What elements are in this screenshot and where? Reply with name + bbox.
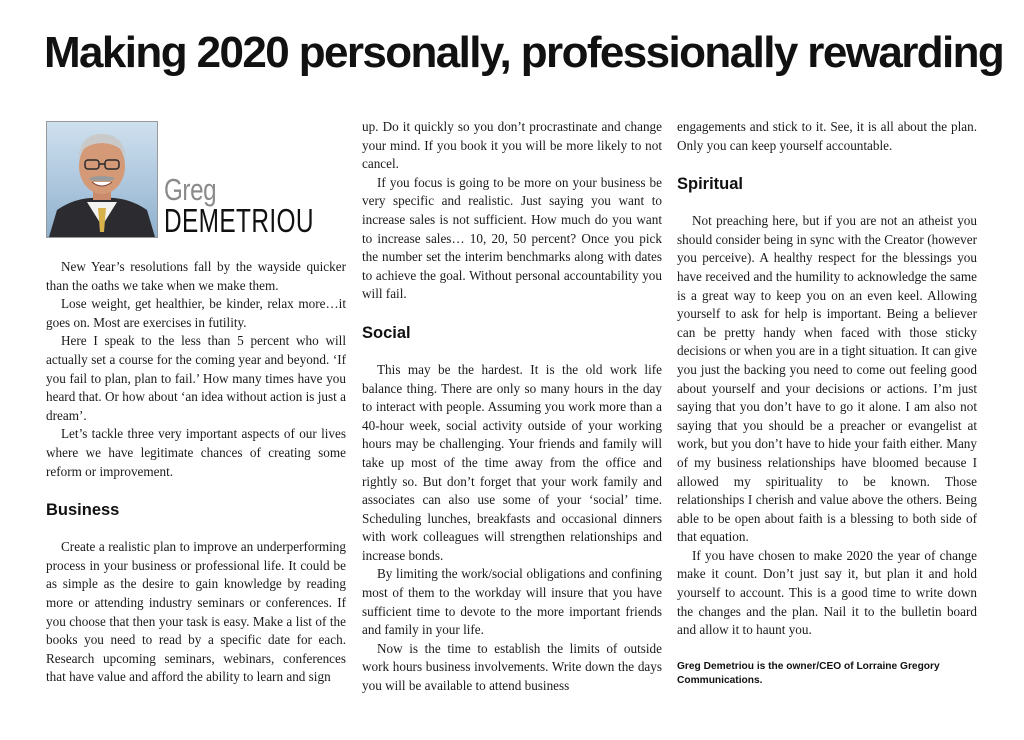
author-bio: Greg Demetriou is the owner/CEO of Lorraine Gregory Communications. <box>677 660 940 686</box>
author-first-name: Greg <box>164 172 217 207</box>
author-byline <box>46 118 346 258</box>
intro-paragraph-4: Let’s tackle three very important aspects of our lives where we have legitimate chances of creating some reform or improvement. <box>46 426 346 479</box>
intro-paragraph-3: Here I speak to the less than 5 percent who will actually set a course for the coming year and beyond. ‘If you fail to plan, plan to fail.’ How many times have you heard that. Or how about ‘an idea without action is just a dream’. <box>46 333 346 423</box>
social-paragraph-1: This may be the hardest. It is the old work life balance thing. There are only so many hours in the day to interact with people. Assuming you work more than a 40-hour week, social activity outside of your working hours may be challenging. Your friends and family will take up most of the time away from the office and rightly so. But don’t forget that your work family and associates can also use some of your ‘social’ time. Scheduling lunches, breakfasts and occasional dinners with work colleagues will strengthen relationships and increase bonds. <box>362 361 662 563</box>
intro-paragraph-2: Lose weight, get healthier, be kinder, relax more…it goes on. Most are exercises in futility. <box>46 296 346 330</box>
social-paragraph-2: By limiting the work/social obligations and confining most of them to the workday will insure that you have sufficient time to devote to the more important friends and family in your life. <box>362 566 662 638</box>
business-paragraph-2: If you focus is going to be more on your business be very specific and realistic. Just saying you want to increase sales is not sufficient. How much do you want to increase sales… 10, 20, 50 percent? Once you pick the number set the interim benchmarks along with dates to achieve the goal. Without personal accountability you will fail. <box>362 174 662 302</box>
business-paragraph-1-continued: up. Do it quickly so you don’t procrastinate and change your mind. If you book it you will be more likely to not cancel. <box>362 119 662 172</box>
section-heading-business: Business <box>46 501 120 520</box>
author-photo <box>46 121 158 238</box>
section-heading-social: Social <box>362 323 411 342</box>
column-3 <box>677 118 977 688</box>
social-paragraph-3-continued: engagements and stick to it. See, it is all about the plan. Only you can keep yourself accountable. <box>677 119 977 153</box>
spiritual-paragraph-2: If you have chosen to make 2020 the year of change make it count. Don’t just say it, but plan it and hold yourself to account. This is a good time to write down the changes and the plan. Nail it to the bulletin board and allow it to haunt you. <box>677 547 977 638</box>
column-1 <box>46 118 346 687</box>
business-paragraph-1: Create a realistic plan to improve an underperforming process in your business or professional life. It could be as simple as the desire to gain knowledge by reading more or attending industry seminars or conferences. If you choose that then your task is easy. Make a list of the books you need to read by a specific date for each. Research upcoming seminars, webinars, conferences that have value and afford the ability to learn and sign <box>46 539 346 685</box>
author-last-name: DEMETRIOU <box>164 202 314 239</box>
headline: Making 2020 personally, professionally rewarding <box>44 28 1004 77</box>
column-2 <box>362 118 662 696</box>
spiritual-paragraph-1: Not preaching here, but if you are not an atheist you should consider being in sync with the Creator (however you perceive). A healthy respect for the blessings you have received and the humility to acknowledge the same is a great way to keep you on an even keel. Allowing yourself to ask for help is important. Being a believer can be pretty handy when faced with those sticky decisions or when you are in a tight situation. It can give you just the backing you need to come out feeling good about yourself and your decisions or actions. I’m just saying that you don’t have to go it alone. I am also not saying that you should be a preacher or evangelist at work, but you don’t have to hide your faith either. Many of my business relationships have bloomed because I allowed my spirituality to be known. Those relationships I cherish and value above the others. Being able to be open about faith is a blessing to both side of that equation. <box>677 213 977 545</box>
author-portrait-image <box>47 122 157 237</box>
section-heading-spiritual: Spiritual <box>677 175 744 194</box>
social-paragraph-3: Now is the time to establish the limits of outside work hours business involvements. Write down the days you will be available to attend business <box>362 640 662 694</box>
intro-paragraph-1: New Year’s resolutions fall by the wayside quicker than the oaths we take when we make them. <box>46 259 346 293</box>
